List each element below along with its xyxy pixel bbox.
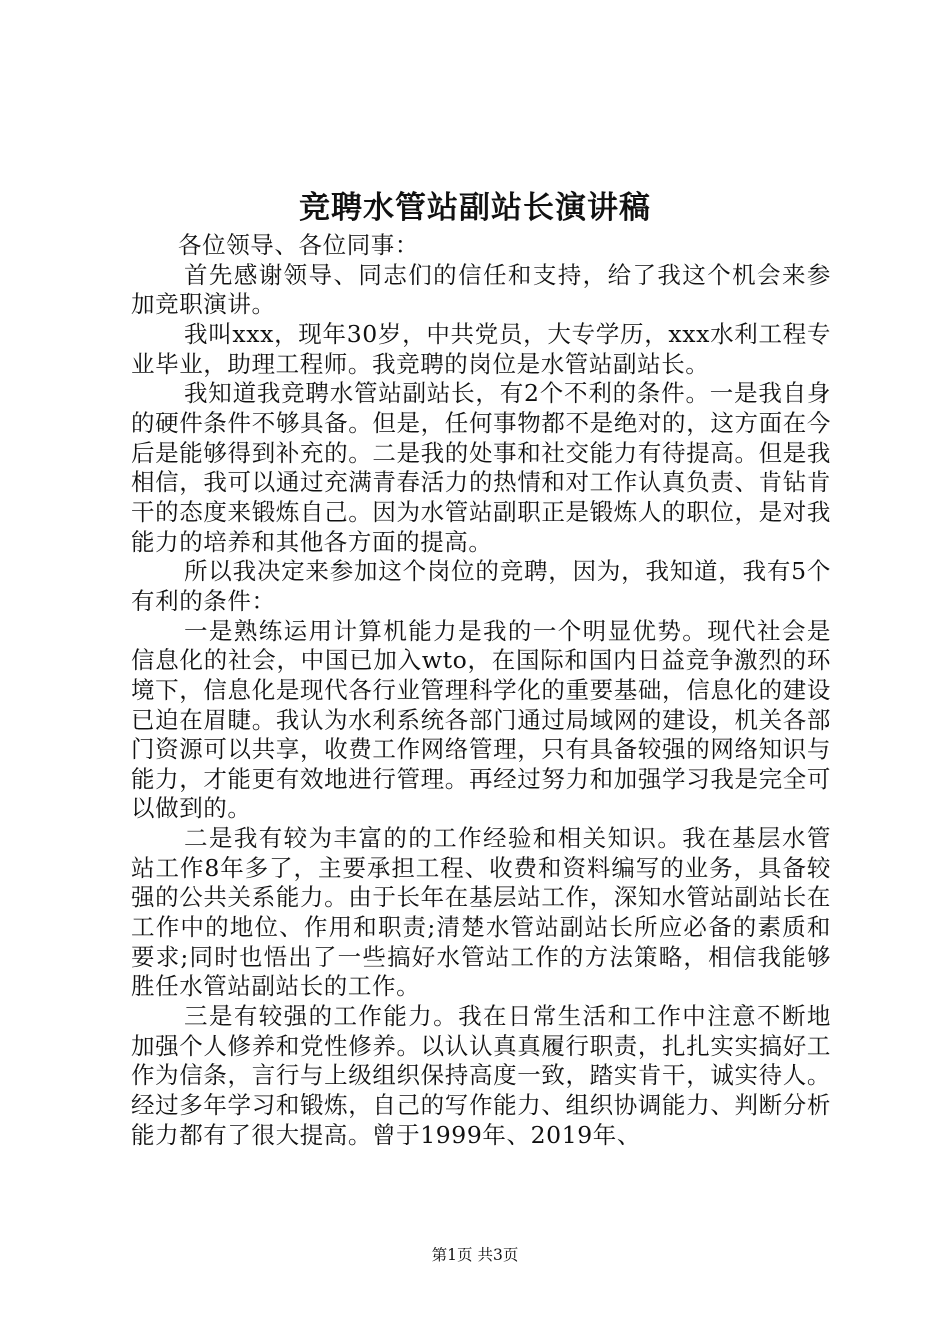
paragraph-advantage-experience: 二是我有较为丰富的的工作经验和相关知识。我在基层水管站工作8年多了，主要承担工程、收费和资料编写的业务，具备较强的公共关系能力。由于长年在基层站工作，深知水管站副站长在工作中的地位、作用和职责;清楚水管站副站长所应必备的素质和要求;同时也悟出了一些搞好水管站工作的方法策略，相信我能够胜任水管站副站长的工作。 [131,824,831,1001]
document-title: 竞聘水管站副站长演讲稿 [299,190,651,226]
paragraph-advantage-ability: 三是有较强的工作能力。我在日常生活和工作中注意不断地加强个人修养和党性修养。以认认真真履行职责，扎扎实实搞好工作为信条，言行与上级组织保持高度一致，踏实肯干，诚实待人。经过多年学习和锻炼，自己的写作能力、组织协调能力、判断分析能力都有了很大提高。曾于1999年、2019年、 [131,1002,831,1149]
document-body [131,231,831,1150]
paragraph-advantages-intro: 所以我决定来参加这个岗位的竞聘，因为，我知道，我有5个有利的条件： [131,557,831,615]
page-number-footer: 第1页 共3页 [431,1246,519,1264]
paragraph-disadvantages: 我知道我竞聘水管站副站长，有2个不利的条件。一是我自身的硬件条件不够具备。但是，任何事物都不是绝对的，这方面在今后是能够得到补充的。二是我的处事和社交能力有待提高。但是我相信，我可以通过充满青春活力的热情和对工作认真负责、肯钻肯干的态度来锻炼自己。因为水管站副职正是锻炼人的职位，是对我能力的培养和其他各方面的提高。 [131,379,831,556]
paragraph-self-intro: 我叫xxx，现年30岁，中共党员，大专学历，xxx水利工程专业毕业，助理工程师。我竞聘的岗位是水管站副站长。 [131,319,831,378]
salutation: 各位领导、各位同事： [178,231,419,259]
paragraph-advantage-computer: 一是熟练运用计算机能力是我的一个明显优势。现代社会是信息化的社会，中国已加入wto，在国际和国内日益竞争激烈的环境下，信息化是现代各行业管理科学化的重要基础，信息化的建设已迫在眉睫。我认为水利系统各部门通过局域网的建设，机关各部门资源可以共享，收费工作网络管理，只有具备较强的网络知识与能力，才能更有效地进行管理。再经过努力和加强学习我是完全可以做到的。 [131,616,831,823]
paragraph-thanks: 首先感谢领导、同志们的信任和支持，给了我这个机会来参加竞职演讲。 [131,260,831,319]
